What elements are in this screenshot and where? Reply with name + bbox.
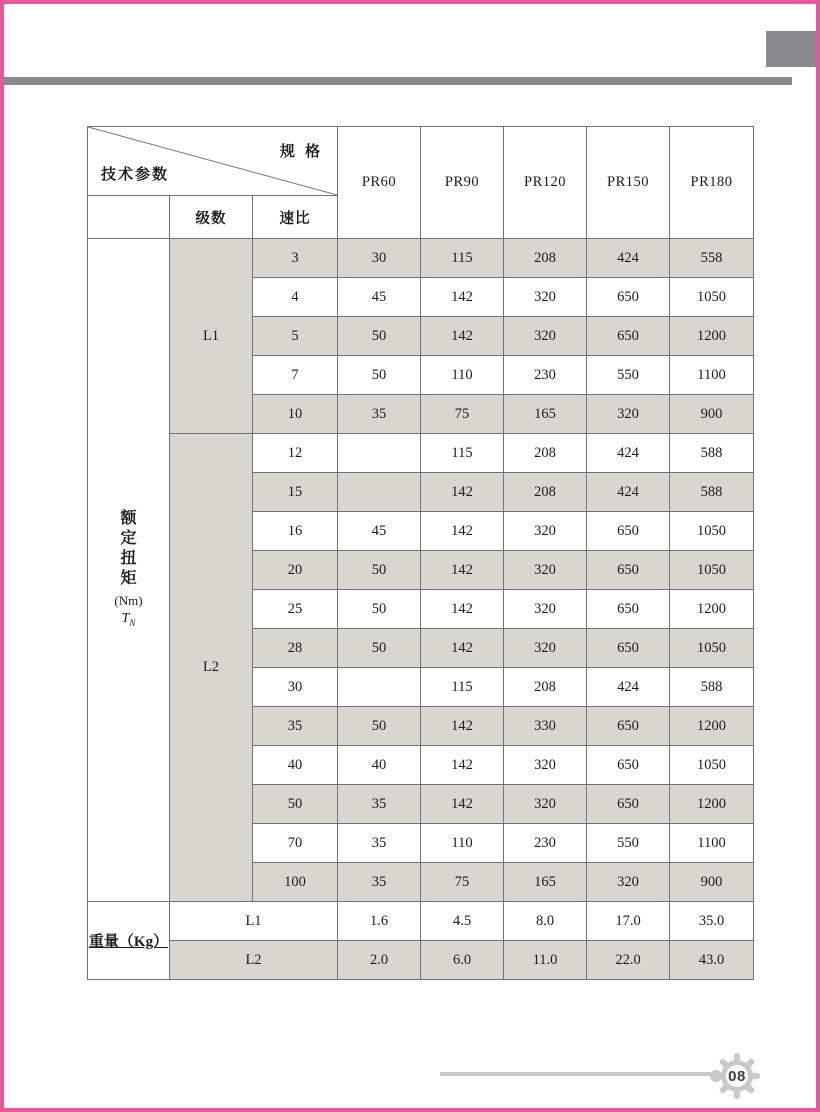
value-cell: 142: [421, 785, 504, 824]
footer-rule: [440, 1072, 716, 1076]
value-cell: 650: [587, 746, 670, 785]
value-cell: 142: [421, 590, 504, 629]
value-cell: 588: [670, 473, 754, 512]
value-cell: 50: [338, 707, 421, 746]
value-cell: 142: [421, 707, 504, 746]
ratio-cell: 30: [253, 668, 338, 707]
ratio-cell: 10: [253, 395, 338, 434]
value-cell: 165: [504, 863, 587, 902]
ratio-cell: 12: [253, 434, 338, 473]
diagonal-header-cell: [88, 127, 338, 196]
value-cell: 230: [504, 356, 587, 395]
weight-value-cell: 43.0: [670, 941, 754, 980]
value-cell: 30: [338, 239, 421, 278]
value-cell: 142: [421, 629, 504, 668]
value-cell: 320: [504, 551, 587, 590]
value-cell: 75: [421, 863, 504, 902]
value-cell: 115: [421, 668, 504, 707]
value-cell: 1100: [670, 356, 754, 395]
ratio-cell: 20: [253, 551, 338, 590]
ratio-cell: 15: [253, 473, 338, 512]
column-header: PR60: [338, 127, 421, 239]
torque-char: 矩: [120, 569, 137, 587]
value-cell: 650: [587, 317, 670, 356]
torque-symbol-sub: N: [129, 617, 136, 628]
column-header: PR120: [504, 127, 587, 239]
column-header: PR150: [587, 127, 670, 239]
diagonal-line: [88, 127, 337, 195]
column-header: PR180: [670, 127, 754, 239]
value-cell: 650: [587, 629, 670, 668]
value-cell: 50: [338, 356, 421, 395]
value-cell: 35: [338, 395, 421, 434]
torque-unit: (Nm): [114, 592, 143, 608]
value-cell: 1050: [670, 629, 754, 668]
empty-header-cell: [88, 196, 170, 239]
value-cell: 320: [587, 863, 670, 902]
value-cell: 50: [338, 551, 421, 590]
value-cell: 45: [338, 278, 421, 317]
weight-value-cell: 2.0: [338, 941, 421, 980]
weight-value-cell: 22.0: [587, 941, 670, 980]
value-cell: 142: [421, 278, 504, 317]
ratio-cell: 50: [253, 785, 338, 824]
header-accent-box: [766, 31, 816, 67]
value-cell: 424: [587, 473, 670, 512]
value-cell: 320: [504, 590, 587, 629]
torque-label: [88, 239, 170, 902]
corner-label-params: 技术参数: [101, 166, 170, 183]
ratio-cell: 35: [253, 707, 338, 746]
value-cell: 50: [338, 629, 421, 668]
value-cell: 320: [504, 785, 587, 824]
torque-symbol: [122, 610, 136, 632]
value-cell: [338, 668, 421, 707]
value-cell: 1200: [670, 785, 754, 824]
value-cell: 142: [421, 473, 504, 512]
value-cell: 1050: [670, 278, 754, 317]
value-cell: 115: [421, 239, 504, 278]
stage-cell: L2: [170, 434, 253, 902]
value-cell: 1050: [670, 746, 754, 785]
value-cell: 900: [670, 395, 754, 434]
gear-icon: [713, 1052, 761, 1100]
value-cell: 35: [338, 785, 421, 824]
value-cell: 588: [670, 668, 754, 707]
value-cell: 230: [504, 824, 587, 863]
value-cell: 208: [504, 239, 587, 278]
value-cell: [338, 434, 421, 473]
ratio-cell: 3: [253, 239, 338, 278]
value-cell: 320: [504, 278, 587, 317]
value-cell: 1050: [670, 512, 754, 551]
technical-parameters-table: [87, 126, 754, 980]
torque-label-stack: [88, 509, 169, 632]
ratio-cell: 4: [253, 278, 338, 317]
weight-stage-cell: L1: [170, 902, 338, 941]
value-cell: 1200: [670, 317, 754, 356]
value-cell: 110: [421, 824, 504, 863]
value-cell: 550: [587, 824, 670, 863]
page-number: 08: [728, 1067, 746, 1085]
value-cell: 320: [504, 629, 587, 668]
value-cell: 75: [421, 395, 504, 434]
subheader-stage: 级数: [170, 196, 253, 239]
value-cell: 110: [421, 356, 504, 395]
torque-char: 定: [120, 529, 137, 547]
corner-label-spec: 规 格: [279, 143, 324, 160]
value-cell: 424: [587, 434, 670, 473]
weight-label-text: 重量（Kg）: [88, 934, 169, 950]
ratio-cell: 100: [253, 863, 338, 902]
value-cell: 424: [587, 668, 670, 707]
column-header: PR90: [421, 127, 504, 239]
value-cell: 115: [421, 434, 504, 473]
torque-char: 额: [120, 509, 137, 527]
value-cell: 650: [587, 551, 670, 590]
value-cell: 424: [587, 239, 670, 278]
value-cell: 650: [587, 785, 670, 824]
value-cell: 650: [587, 278, 670, 317]
weight-value-cell: 1.6: [338, 902, 421, 941]
ratio-cell: 40: [253, 746, 338, 785]
value-cell: 35: [338, 863, 421, 902]
value-cell: 208: [504, 434, 587, 473]
value-cell: 1050: [670, 551, 754, 590]
value-cell: 142: [421, 746, 504, 785]
value-cell: 1200: [670, 590, 754, 629]
value-cell: 142: [421, 551, 504, 590]
torque-symbol-main: T: [121, 610, 130, 626]
ratio-cell: 7: [253, 356, 338, 395]
value-cell: 558: [670, 239, 754, 278]
ratio-cell: 28: [253, 629, 338, 668]
torque-char: 扭: [120, 549, 137, 567]
weight-value-cell: 4.5: [421, 902, 504, 941]
value-cell: 40: [338, 746, 421, 785]
value-cell: 142: [421, 512, 504, 551]
value-cell: 650: [587, 707, 670, 746]
weight-value-cell: 11.0: [504, 941, 587, 980]
value-cell: 35: [338, 824, 421, 863]
value-cell: [338, 473, 421, 512]
value-cell: 208: [504, 668, 587, 707]
value-cell: 50: [338, 317, 421, 356]
subheader-ratio: 速比: [253, 196, 338, 239]
value-cell: 45: [338, 512, 421, 551]
value-cell: 550: [587, 356, 670, 395]
value-cell: 588: [670, 434, 754, 473]
value-cell: 320: [504, 512, 587, 551]
value-cell: 900: [670, 863, 754, 902]
value-cell: 1100: [670, 824, 754, 863]
value-cell: 142: [421, 317, 504, 356]
ratio-cell: 5: [253, 317, 338, 356]
weight-stage-cell: L2: [170, 941, 338, 980]
weight-label: [88, 902, 170, 980]
value-cell: 330: [504, 707, 587, 746]
weight-value-cell: 17.0: [587, 902, 670, 941]
value-cell: 320: [504, 317, 587, 356]
stage-cell: L1: [170, 239, 253, 434]
value-cell: 50: [338, 590, 421, 629]
value-cell: 320: [587, 395, 670, 434]
value-cell: 320: [504, 746, 587, 785]
header-rule: [4, 77, 792, 85]
spec-table: [87, 126, 754, 980]
value-cell: 208: [504, 473, 587, 512]
value-cell: 1200: [670, 707, 754, 746]
ratio-cell: 70: [253, 824, 338, 863]
ratio-cell: 25: [253, 590, 338, 629]
weight-value-cell: 35.0: [670, 902, 754, 941]
value-cell: 650: [587, 512, 670, 551]
weight-value-cell: 6.0: [421, 941, 504, 980]
ratio-cell: 16: [253, 512, 338, 551]
weight-value-cell: 8.0: [504, 902, 587, 941]
value-cell: 165: [504, 395, 587, 434]
value-cell: 650: [587, 590, 670, 629]
